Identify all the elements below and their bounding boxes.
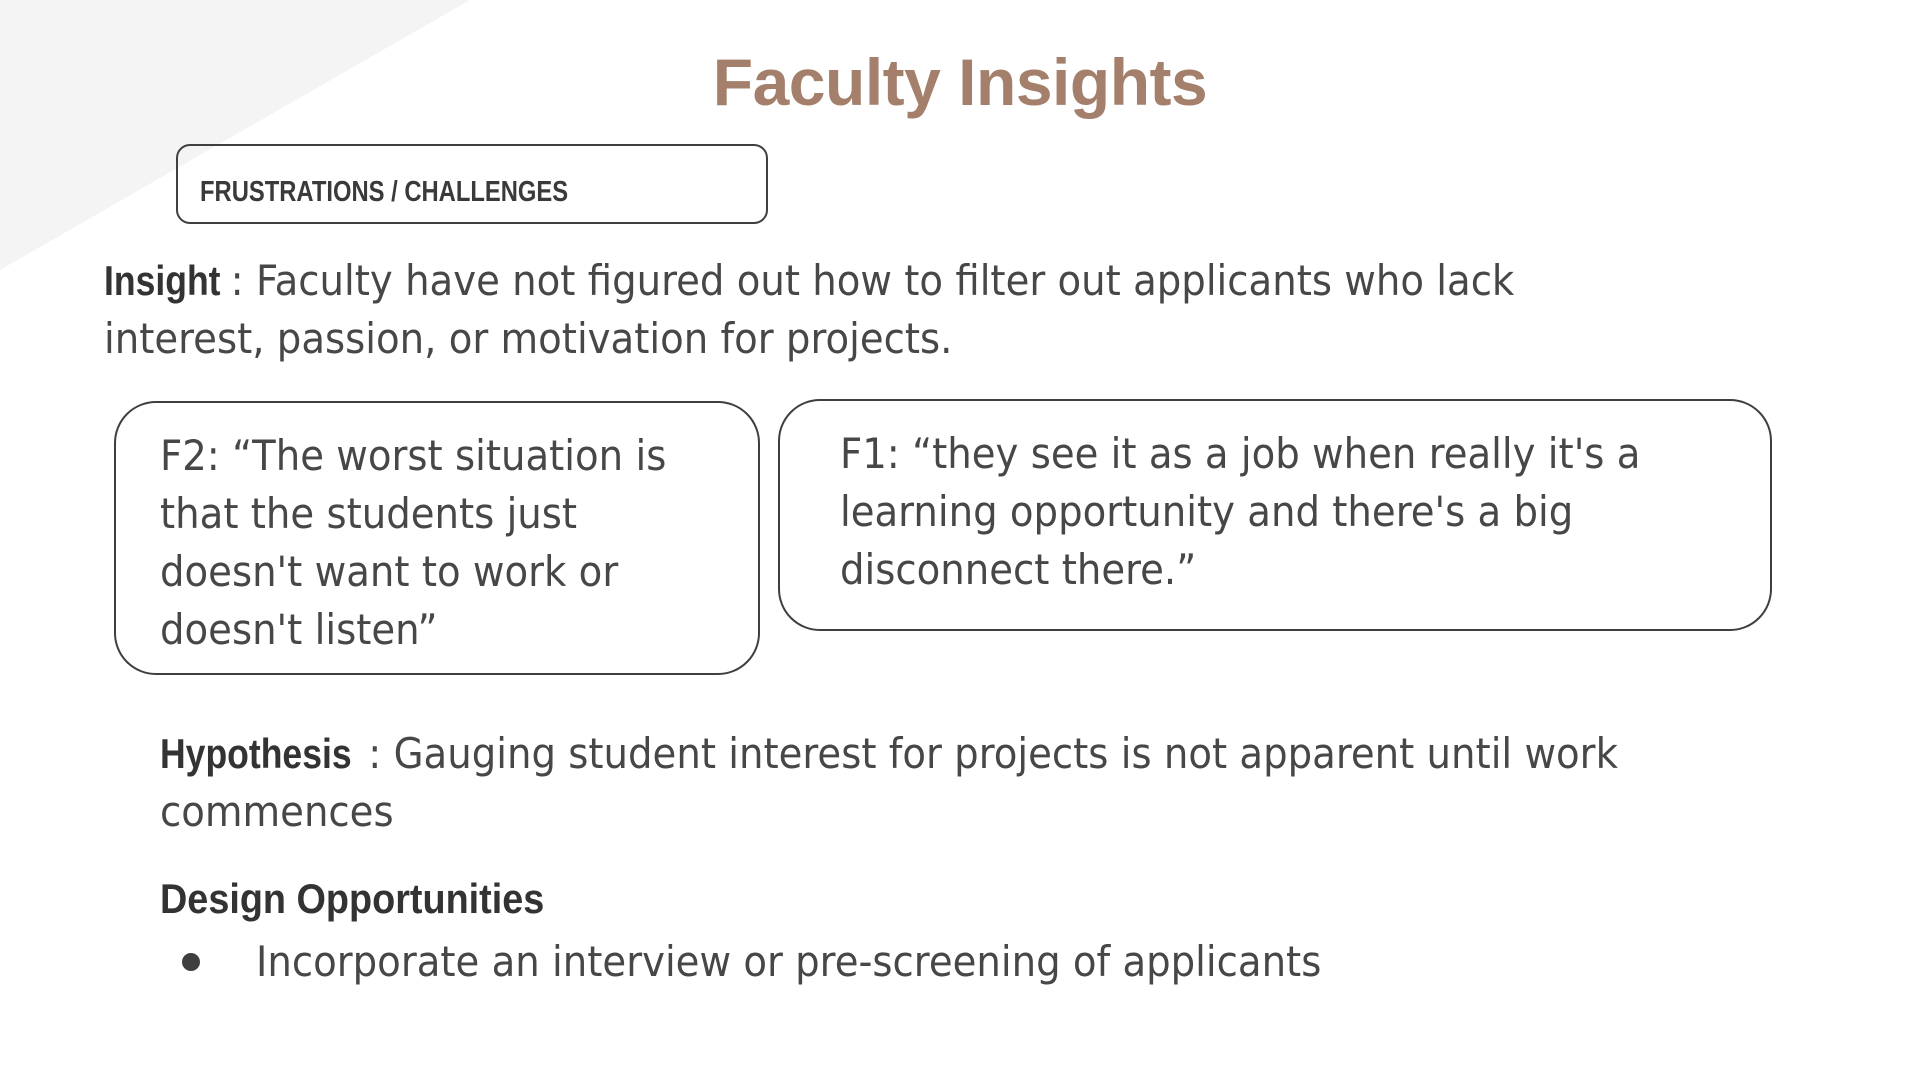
quote-box-f1 — [778, 399, 1772, 631]
hypothesis-paragraph — [160, 725, 1632, 841]
background-corner-shape — [0, 0, 470, 270]
hypothesis-text: : Gauging student interest for projects is not apparent until work commences — [160, 729, 1618, 836]
quote-text-f1: F1: “they see it as a job when really it's a learning opportunity and there's a big disconnect there.” — [840, 429, 1641, 594]
insight-label: Insight — [104, 257, 221, 304]
slide-title: Faculty Insights — [712, 45, 1208, 119]
category-box — [176, 144, 768, 224]
list-item-text: Incorporate an interview or pre-screening of applicants — [256, 937, 1322, 986]
hypothesis-label: Hypothesis — [160, 730, 352, 777]
quote-text-f2: F2: “The worst situation is that the students just doesn't want to work or doesn't listen” — [160, 431, 667, 654]
quote-box-f2 — [114, 401, 760, 675]
insight-paragraph — [104, 252, 1686, 368]
bullet-icon — [182, 953, 200, 971]
insight-text: : Faculty have not figured out how to filter out applicants who lack interest, passion, or motivation for projects. — [104, 256, 1515, 363]
design-opportunities-heading: Design Opportunities — [160, 875, 545, 922]
category-label: FRUSTRATIONS / CHALLENGES — [200, 176, 569, 208]
